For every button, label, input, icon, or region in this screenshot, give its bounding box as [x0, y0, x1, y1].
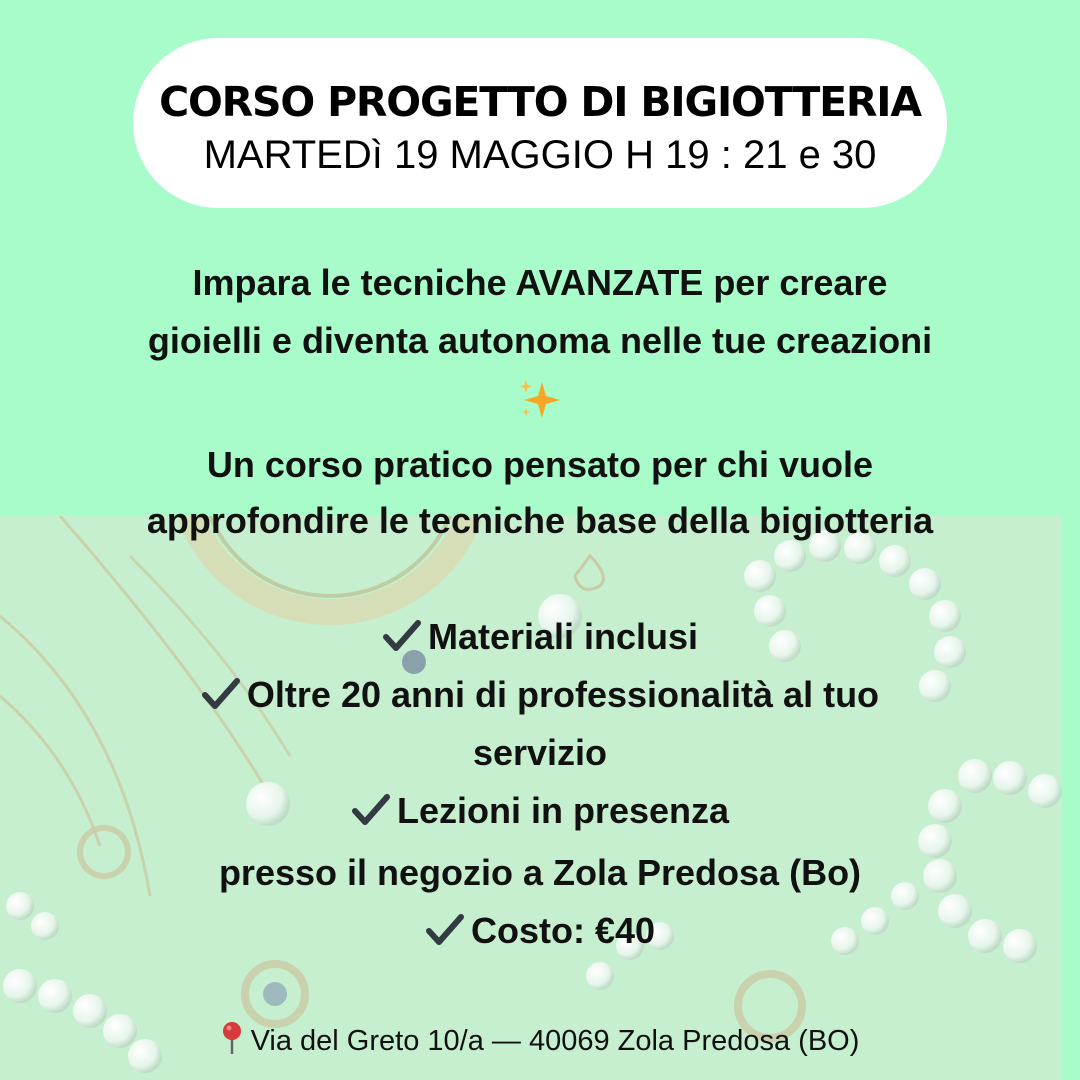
course-date: MARTEDì 19 MAGGIO H 19 : 21 e 30	[203, 133, 877, 177]
check-mark-icon	[351, 793, 391, 827]
feature-cost	[0, 910, 1080, 952]
address-text: Via del Greto 10/a — 40069 Zola Predosa (BO)	[250, 1025, 860, 1057]
course-title: CORSO PROGETTO DI BIGIOTTERIA	[159, 78, 921, 126]
intro-line-4: approfondire le tecniche base della bigiotteria	[146, 500, 934, 541]
feature-materials	[0, 616, 1080, 658]
feature-experience-cont: servizio	[472, 732, 608, 773]
feature-experience	[0, 674, 1080, 716]
feature-materials-label: Materiali inclusi	[427, 616, 699, 657]
intro-line-3: Un corso pratico pensato per chi vuole	[206, 444, 874, 485]
feature-cost-label: Costo: €40	[470, 910, 656, 951]
sparkles-icon	[516, 378, 564, 422]
intro-line-1: Impara le tecniche AVANZATE per creare	[192, 262, 888, 303]
feature-lessons-label: Lezioni in presenza	[396, 790, 730, 831]
check-mark-icon	[201, 677, 241, 711]
feature-experience-label: Oltre 20 anni di professionalità al tuo	[246, 674, 880, 715]
intro-line-2: gioielli e diventa autonoma nelle tue creazioni	[147, 320, 933, 361]
footer-address	[0, 1021, 1080, 1058]
check-mark-icon	[382, 619, 422, 653]
feature-lessons	[0, 790, 1080, 832]
feature-location: presso il negozio a Zola Predosa (Bo)	[218, 852, 862, 893]
location-pin-icon	[221, 1021, 243, 1055]
check-mark-icon	[425, 913, 465, 947]
